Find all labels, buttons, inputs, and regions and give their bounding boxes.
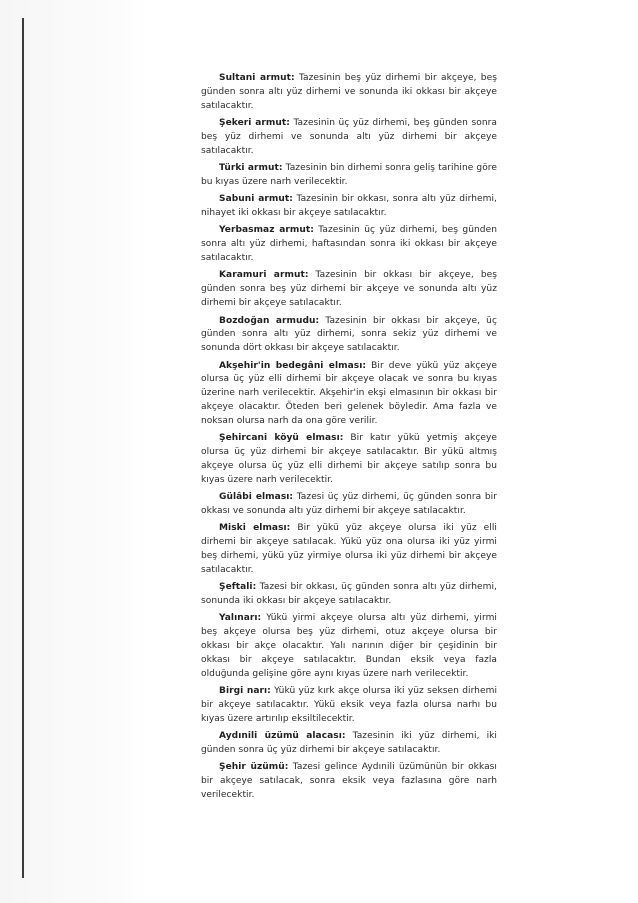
- document-body: [201, 72, 497, 806]
- entry-term: Karamuri armut:: [219, 270, 309, 281]
- entry-text: Tazesinin bin dirhemi sonra geliş tarihine göre bu kıyas üzere narh verilecektir.: [201, 163, 497, 187]
- entry-text: Bir deve yükü yüz akçeye olursa üç yüz elli dirhemi bir akçeye olacak ve sonra bu kıyas üzerine narh verilecektir. Akşehir'in ekşi elmasının bir okkası bir akçeye olacaktır. Öteden beri gelenek böyledir. Ama fazla ve noksan olursa narh da ona göre verilir.: [201, 360, 497, 426]
- entry-term: Şeftali:: [219, 582, 257, 593]
- entry-yalinari: [201, 612, 497, 681]
- entry-term: Birgi narı:: [219, 686, 271, 697]
- entry-seftali: [201, 581, 497, 609]
- entry-term: Akşehir'in bedegâni elması:: [219, 360, 367, 371]
- entry-text: Tazesinin bir okkası bir akçeye, beş günden sonra beş yüz dirhemi bir akçeye ve sonunda altı yüz dirhemi bir akçeye satılacaktır.: [201, 270, 497, 309]
- entry-term: Şehir üzümü:: [219, 762, 289, 773]
- page-edge-line: [22, 18, 24, 878]
- entry-miski-elmasi: [201, 522, 497, 577]
- entry-term: Aydınili üzümü alacası:: [219, 731, 346, 742]
- entry-text: Yükü yüz kırk akçe olursa iki yüz seksen dirhemi bir akçeye satılacaktır. Yükü eksik veya fazla olursa narhı bu kıyas üzere artırılıp eksiltilecektir.: [201, 686, 498, 724]
- entry-yerbasmaz-armut: [201, 224, 497, 266]
- entry-text: Tazesinin iki yüz dirhemi, iki günden sonra üç yüz dirhemi bir akçeye satılacaktır.: [201, 731, 497, 755]
- entry-karamuri-armut: [201, 269, 497, 311]
- entry-bozdogan-armudu: [201, 315, 497, 357]
- entry-term: Türki armut:: [219, 163, 283, 174]
- entry-term: Sabuni armut:: [219, 194, 293, 205]
- entry-text: Yükü yirmi akçeye olursa altı yüz dirhemi, yirmi beş akçeye olursa beş yüz dirhemi, otuz akçeye olursa bir okkası bir akçe olacaktır. Yalı narının diğer bir çeşidinin bir okkası bir akçeye satılacaktır. Bundan eksik veya fazla olduğunda gelişine göre aynı kıyas üzere narh verilecektir.: [201, 613, 497, 679]
- entry-text: Tazesi üç yüz dirhemi, üç günden sonra bir okkası ve sonunda altı yüz dirhemi bir akçeye satılacaktır.: [201, 492, 498, 516]
- entry-sehir-uzumu: [201, 761, 497, 803]
- entry-term: Gülâbi elması:: [219, 492, 294, 503]
- entry-term: Sultani armut:: [219, 73, 295, 83]
- entry-sekeri-armut: [201, 117, 497, 159]
- entry-turki-armut: [201, 162, 497, 190]
- entry-term: Şehircani köyü elması:: [219, 433, 344, 444]
- entry-text: Tazesi bir okkası, üç günden sonra altı yüz dirhemi, sonunda iki okkası bir akçeye satılacaktır.: [201, 582, 497, 607]
- entry-text: Tazesi gelince Aydınili üzümünün bir okkası bir akçeye satılacak, sonra eksik veya fazlasına göre narh verilecektir.: [201, 762, 497, 800]
- entry-text: Tazesinin beş yüz dirhemi bir akçeye, beş günden sonra altı yüz dirhemi ve sonunda iki okkası bir akçeye satılacaktır.: [201, 73, 497, 111]
- entry-term: Yerbasmaz armut:: [219, 225, 314, 236]
- entry-gulabi-elmasi: [201, 491, 497, 519]
- entry-term: Yalınarı:: [219, 613, 262, 624]
- entry-text: Bir yükü yüz akçeye olursa iki yüz elli dirhemi bir akçeye satılacak. Yükü yüz ona olursa iki yüz yirmi beş dirhemi, yükü yüz yirmiye olursa iki yüz dirhemi bir akçeye satılacaktır.: [201, 523, 497, 575]
- entry-term: Miski elması:: [219, 523, 291, 534]
- entry-aydinili-uzumu: [201, 730, 497, 758]
- entry-sultani-armut: [201, 72, 497, 114]
- entry-text: Tazesinin üç yüz dirhemi, beş günden sonra altı yüz dirhemi, haftasından sonra iki okkası bir akçeye satılacaktır.: [201, 225, 497, 264]
- entry-text: Tazesinin üç yüz dirhemi, beş günden sonra beş yüz dirhemi ve sonunda altı yüz dirhemi bir akçeye satılacaktır.: [201, 118, 497, 156]
- entry-sehircani-elmasi: [201, 432, 497, 487]
- entry-aksehir-elmasi: [201, 360, 497, 429]
- entry-term: Şekeri armut:: [219, 118, 290, 129]
- entry-sabuni-armut: [201, 193, 497, 221]
- entry-text: Bir katır yükü yetmiş akçeye olursa üç yüz dirhemi bir akçeye satılacaktır. Bir yükü altmış akçeye olursa üç yüz elli dirhemi bir akçeye satılıp sonra bu kıyas üzere narh verilecektir.: [201, 433, 497, 485]
- entry-text: Tazesinin bir okkası bir akçeye, üç günden sonra altı yüz dirhemi, sonra sekiz yüz dirhemi ve sonunda dört okkası bir akçeye satılacaktır.: [201, 315, 497, 354]
- entry-term: Bozdoğan armudu:: [219, 315, 320, 326]
- entry-birgi-nari: [201, 685, 497, 727]
- entry-text: Tazesinin bir okkası, sonra altı yüz dirhemi, nihayet iki okkası bir akçeye satılacaktır.: [201, 194, 497, 219]
